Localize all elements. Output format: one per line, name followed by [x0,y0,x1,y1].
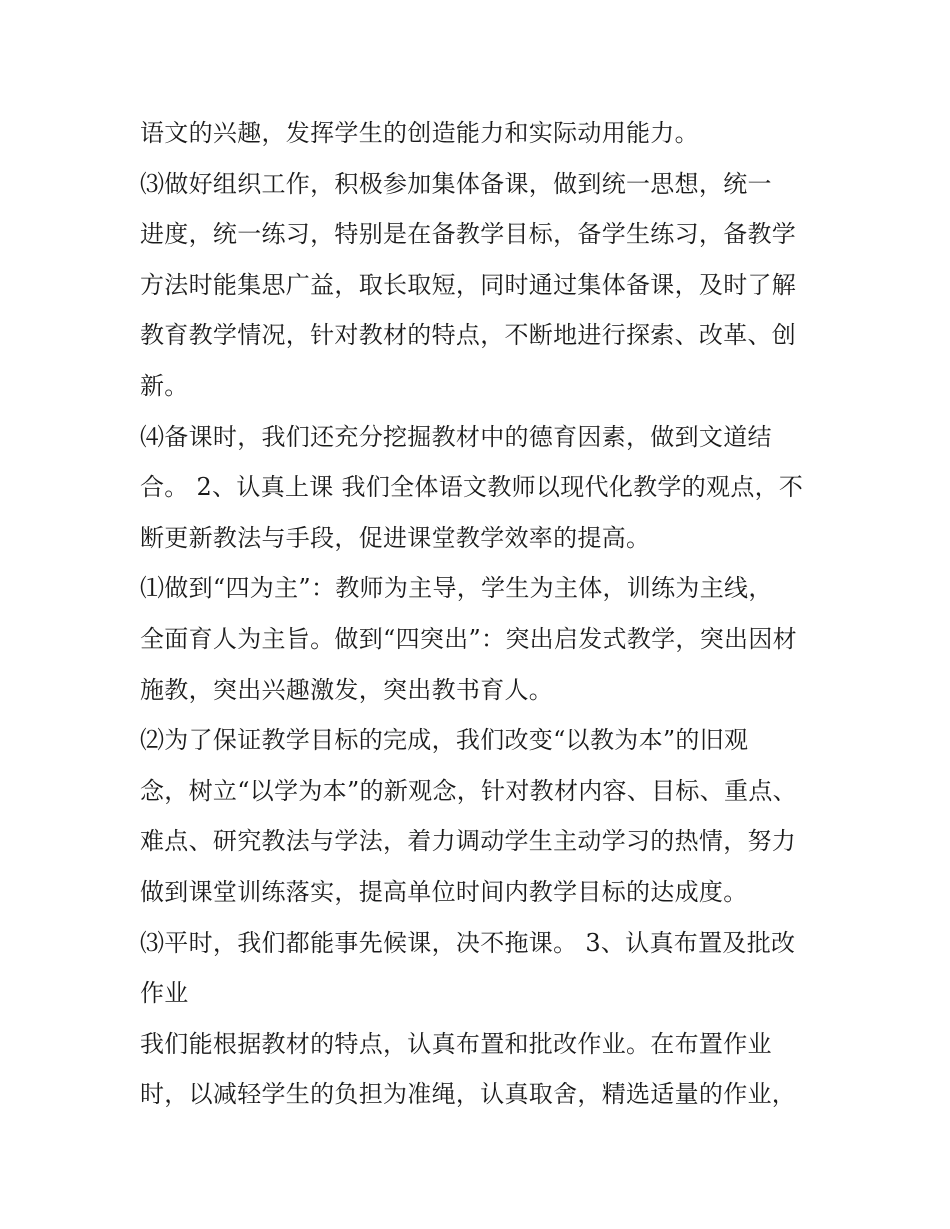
text-line-13: ⑵为了保证教学目标的完成，我们改变“以教为本”的旧观 [140,726,749,755]
text-line-17: ⑶平时，我们都能事先候课，决不拖课。 3、认真布置及批改 [140,928,796,957]
text-line-14: 念，树立“以学为本”的新观念，针对教材内容、目标、重点、 [140,776,797,805]
text-line-4: 方法时能集思广益，取长取短，同时通过集体备课，及时了解 [140,270,797,299]
text-line-11: 全面育人为主旨。做到“四突出”：突出启发式教学，突出因材 [140,624,797,653]
text-line-3: 进度，统一练习，特别是在备教学目标，备学生练习，备教学 [140,220,797,249]
text-line-6: 新。 [140,371,189,400]
text-line-18: 作业 [140,979,189,1008]
document-body [140,108,830,1120]
text-line-7: ⑷备课时，我们还充分挖掘教材中的德育因素，做到文道结 [140,422,772,451]
text-line-2: ⑶做好组织工作，积极参加集体备课，做到统一思想，统一 [140,169,772,198]
text-line-19: 我们能根据教材的特点，认真布置和批改作业。在布置作业 [140,1029,772,1058]
text-line-15: 难点、研究教法与学法，着力调动学生主动学习的热情，努力 [140,827,797,856]
text-line-20: 时，以减轻学生的负担为准绳，认真取舍，精选适量的作业， [140,1080,797,1109]
text-line-5: 教育教学情况，针对教材的特点，不断地进行探索、改革、创 [140,321,797,350]
text-line-1: 语文的兴趣，发挥学生的创造能力和实际动用能力。 [140,119,699,147]
text-line-16: 做到课堂训练落实，提高单位时间内教学目标的达成度。 [140,877,748,906]
text-line-10: ⑴做到“四为主”：教师为主导，学生为主体，训练为主线， [140,574,773,603]
text-line-8: 合。 2、认真上课 我们全体语文教师以现代化教学的观点，不 [140,473,804,502]
text-line-12: 施教，突出兴趣激发，突出教书育人。 [140,675,554,704]
text-line-9: 断更新教法与手段，促进课堂教学效率的提高。 [140,523,651,552]
